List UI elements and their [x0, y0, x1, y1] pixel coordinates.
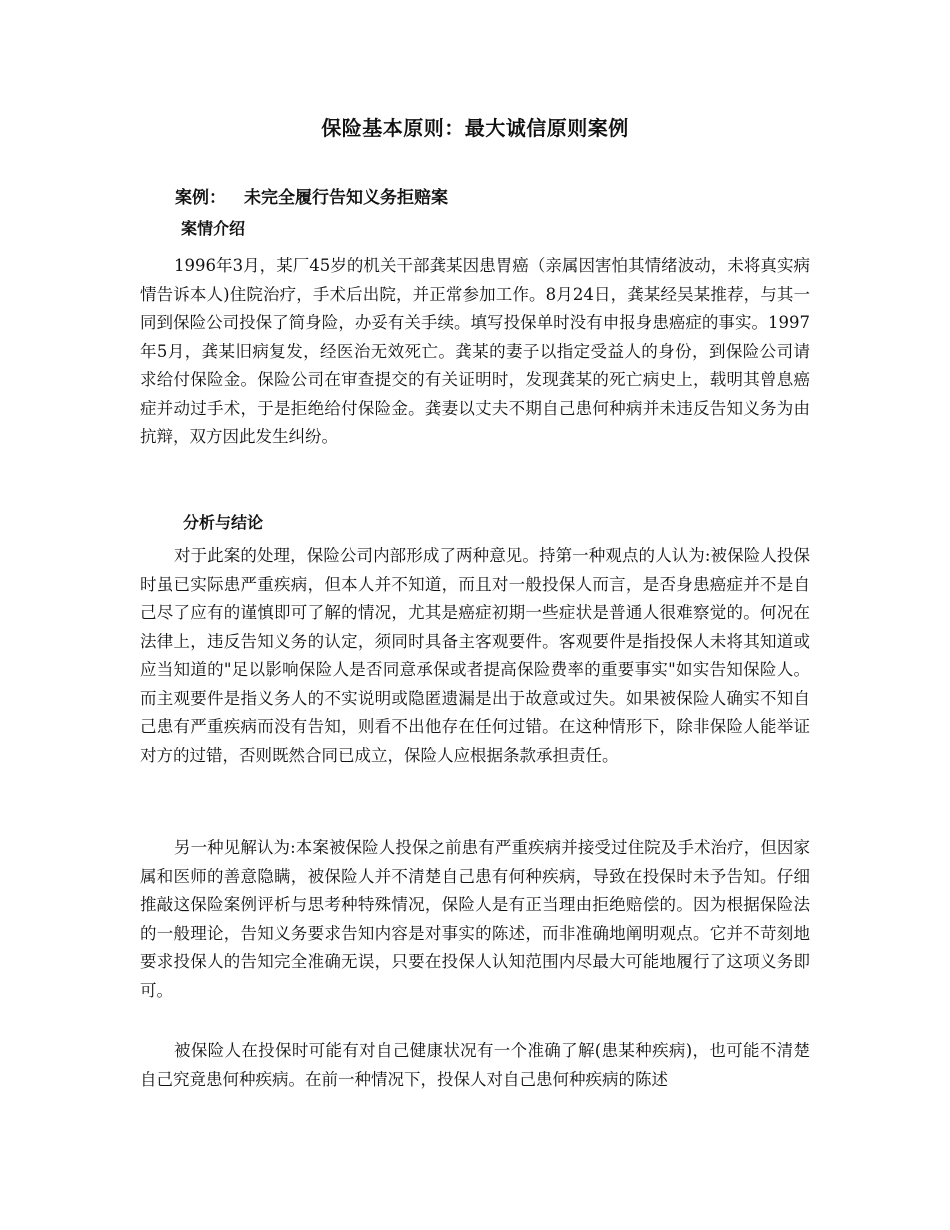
page-title: 保险基本原则：最大诚信原则案例: [321, 116, 629, 140]
paragraph-second-opinion: 另一种见解认为:本案被保险人投保之前患有严重疾病并接受过住院及手术治疗，但因家属和医师的善意隐瞒，被保险人并不清楚自己患有何种疾病，导致在投保时未予告知。仔细推敲这保险案例评析与思考种特殊情况，保险人是有正当理由拒绝赔偿的。因为根据保险法的一般理论，告知义务要求告知内容是对事实的陈述，而非准确地阐明观点。它并不苛刻地要求投保人的告知完全准确无误，只要在投保人认知范围内尽最大可能地履行了这项义务即可。: [140, 838, 810, 1000]
paragraph-first-opinion: 对于此案的处理，保险公司内部形成了两种意见。持第一种观点的人认为:被保险人投保时虽已实际患严重疾病，但本人并不知道，而且对一般投保人而言，是否身患癌症并不是自己尽了应有的谨慎即可了解的情况，尤其是癌症初期一些症状是普通人很难察觉的。何况在法律上，违反告知义务的认定，须同时具备主客观要件。客观要件是指投保人未将其知道或应当知道的"足以影响保险人是否同意承保或者提高保险费率的重要事实"如实告知保险人。而主观要件是指义务人的不实说明或隐匿遗漏是出于故意或过失。如果被保险人确实不知自己患有严重疾病而没有告知，则看不出他存在任何过错。在这种情形下，除非保险人能举证对方的过错，否则既然合同已成立，保险人应根据条款承担责任。: [140, 546, 810, 765]
paragraph-case-description: 1996年3月，某厂45岁的机关干部龚某因患胃癌（亲属因害怕其情绪波动，未将真实病情告诉本人)住院治疗，手术后出院，并正常参加工作。8月24日，龚某经吴某推荐，与其一同到保险公司投保了简身险，办妥有关手续。填写投保单时没有申报身患癌症的事实。1997年5月，龚某旧病复发，经医治无效死亡。龚某的妻子以指定受益人的身份，到保险公司请求给付保险金。保险公司在审查提交的有关证明时，发现龚某的死亡病史上，载明其曾息癌症并动过手术，于是拒绝给付保险金。龚妻以丈夫不期自己患何种病并未违反告知义务为由抗辩，双方因此发生纠纷。: [140, 256, 810, 446]
case-heading: [175, 183, 448, 208]
section-heading-analysis: 分析与结论: [183, 513, 264, 532]
section-heading-intro: 案情介绍: [181, 219, 246, 238]
case-title: 未完全履行告知义务拒赔案: [244, 188, 448, 208]
case-label: 案例：: [175, 188, 226, 208]
paragraph-continuation: 被保险人在投保时可能有对自己健康状况有一个准确了解(患某种疾病)，也可能不清楚自己究竟患何种疾病。在前一种情况下，投保人对自己患何种疾病的陈述: [140, 1041, 810, 1089]
